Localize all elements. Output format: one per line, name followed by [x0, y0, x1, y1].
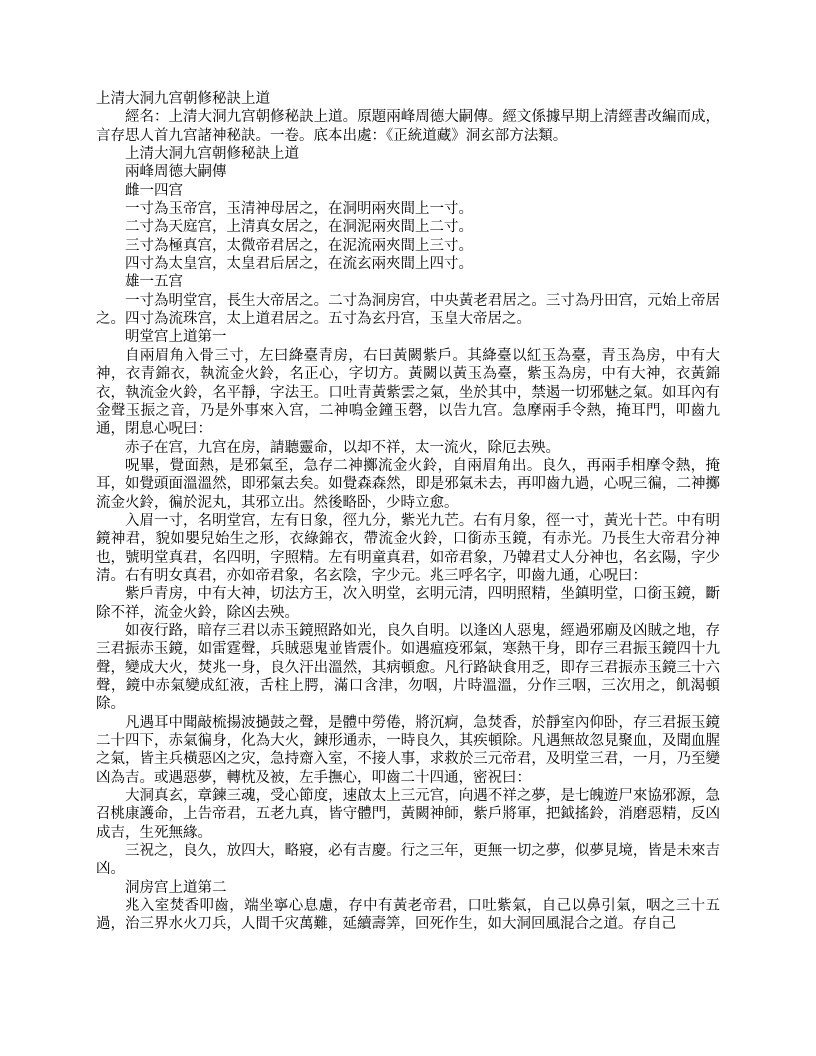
palace-line: 一寸為明堂宫，長生大帝居之。二寸為洞房宫，中央黃老君居之。三寸為丹田宫，元始上帝居之。四寸為流珠宫，太上道君居之。五寸為玄丹宫，玉皇大帝居之。: [96, 292, 720, 328]
palace-line: 一寸為玉帝宫，玉清神母居之，在洞明兩夾間上一寸。: [125, 201, 473, 218]
bibliographic-note: 經名：上清大洞九宫朝修秘訣上道。原題兩峰周德大嗣傳。經文係據早期上清經書改編而成，言存思人首九宫諸神秘訣。一卷。底本出處：《正統道藏》洞玄部方法類。: [96, 109, 720, 144]
palace-line: 二寸為天庭宫，上清真女居之，在洞泥兩夾間上二寸。: [125, 219, 473, 236]
document-title: 上清大洞九宫朝修秘訣上道: [96, 91, 270, 107]
palace-line: 四寸為太皇宫，太皇君后居之，在流玄兩夾間上四寸。: [125, 256, 473, 273]
scripture-title: 上清大洞九宫朝修秘訣上道: [125, 146, 299, 163]
body-paragraph: 三祝之，良久，放四大，略寢，必有吉慶。行之三年，更無一切之夢，似夢見境，皆是未來吉凶。: [96, 843, 720, 878]
body-paragraph: 入眉一寸，名明堂宫，左有日象，徑九分，紫光九芒。右有月象，徑一寸，黃光十芒。中有明鏡神君，貌如嬰兒始生之形，衣綠錦衣，帶流金火鈴，口銜赤玉鏡，有赤光。乃長生大帝君分神也，號明堂真君，名四明，字照精。左有明童真君，如帝君象，乃韓君丈人分神也，名玄陽，字少清。右有明女真君，亦如帝君象，名玄陰，字少元。兆三呼名字，叩齒九通，心呪曰：: [96, 512, 720, 584]
attribution-line: 兩峰周德大嗣傳: [125, 164, 227, 181]
incantation-paragraph: 大洞真玄，章鍊三魂，受心節度，速啟太上三元宫，向遇不祥之夢，是七魄遊尸來協邪源，急召桃康護命，上告帝君，五老九真，皆守體門，黃闕神師，紫戶將軍，把鉞搖鈴，消磨惡精，反凶成吉，生死無緣。: [96, 788, 720, 841]
body-paragraph: 凡遇耳中聞敲梳揚波撾鼓之聲，是體中勞倦，將沉痾，急焚香，於靜室內仰卧，存三君振玉鏡二十四下，赤氣徧身，化為大火，鍊形通赤，一時良久，其疾頓除。凡遇無故忽見聚血，及聞血腥之氣，皆主兵橫惡凶之灾，急持齋入室，不接人事，求救於三元帝君，及明堂三君，一月，乃至變凶為吉。或遇惡夢，轉枕及被，左手撫心，叩齒二十四通，密祝曰：: [96, 714, 720, 786]
incantation-paragraph: 紫戶青房，中有大神，切法方王，次入明堂，玄明元清，四明照精，坐鎮明堂，口銜玉鏡，斷除不祥，流金火鈴，除凶去殃。: [96, 586, 720, 621]
chapter-heading-1: 明堂宫上道第一: [125, 329, 227, 346]
chapter-heading-2: 洞房宫上道第二: [125, 879, 227, 896]
body-paragraph: 呪畢，覺面熱，是邪氣至，急存二神擲流金火鈴，自兩眉角出。良久，再兩手相摩令熱，掩耳，如覺頭面溫溫然，即邪氣去矣。如覺森森然，即是邪氣未去，再叩齒九過，心呪三徧，二神擲流金火鈴，徧於泥丸，其邪立出。然後略卧，少時立愈。: [96, 457, 720, 511]
incantation-paragraph: 赤子在宫，九宫在房，請聽靈命，以却不祥，太一流火，除厄去殃。: [125, 439, 560, 456]
palace-line: 三寸為極真宫，太微帝君居之，在泥流兩夾間上三寸。: [125, 237, 473, 254]
body-paragraph: 如夜行路，暗存三君以赤玉鏡照路如光，良久自明。以逢凶人惡鬼，經過邪廟及凶賊之地，存三君振赤玉鏡，如雷霆聲，兵賊惡鬼並皆震仆。如遇瘟疫邪氣，寒熱干身，即存三君振玉鏡四十九聲，變成大火，焚兆一身，良久汗出溫然，其病頓愈。凡行路缺食用乏，即存三君振赤玉鏡三十六聲，鏡中赤氣變成紅液，舌柱上腭，滿口含津，勿咽，片時溫溫，分作三咽，三次用之，飢渴頓除。: [96, 622, 720, 713]
body-paragraph: 自兩眉角入骨三寸，左曰絳臺青房，右曰黃闕紫戶。其絳臺以紅玉為臺，青玉為房，中有大神，衣青錦衣，執流金火鈴，名正心，字切方。黃闕以黃玉為臺，紫玉為房，中有大神，衣黃錦衣，執流金火鈴，名平靜，字法王。口吐青黃紫雲之氣，坐於其中，禁遏一切邪魅之氣。如耳內有金聲玉振之音，乃是外事來入宫，二神鳴金鐘玉磬，以告九宫。急摩兩手令熱，掩耳門，叩齒九通，閉息心呪曰：: [96, 347, 720, 438]
body-paragraph: 兆入室焚香叩齒，端坐寧心息慮，存中有黃老帝君，口吐紫氣，自己以鼻引氣，咽之三十五過，治三界水火刀兵，人間千灾萬難，延續壽筭，回死作生，如大洞回風混合之道。存自己: [96, 898, 720, 933]
section-heading-xiong-yi-wu-gong: 雄一五宫: [125, 274, 183, 291]
section-heading-ci-yi-si-gong: 雌一四宫: [125, 182, 183, 199]
